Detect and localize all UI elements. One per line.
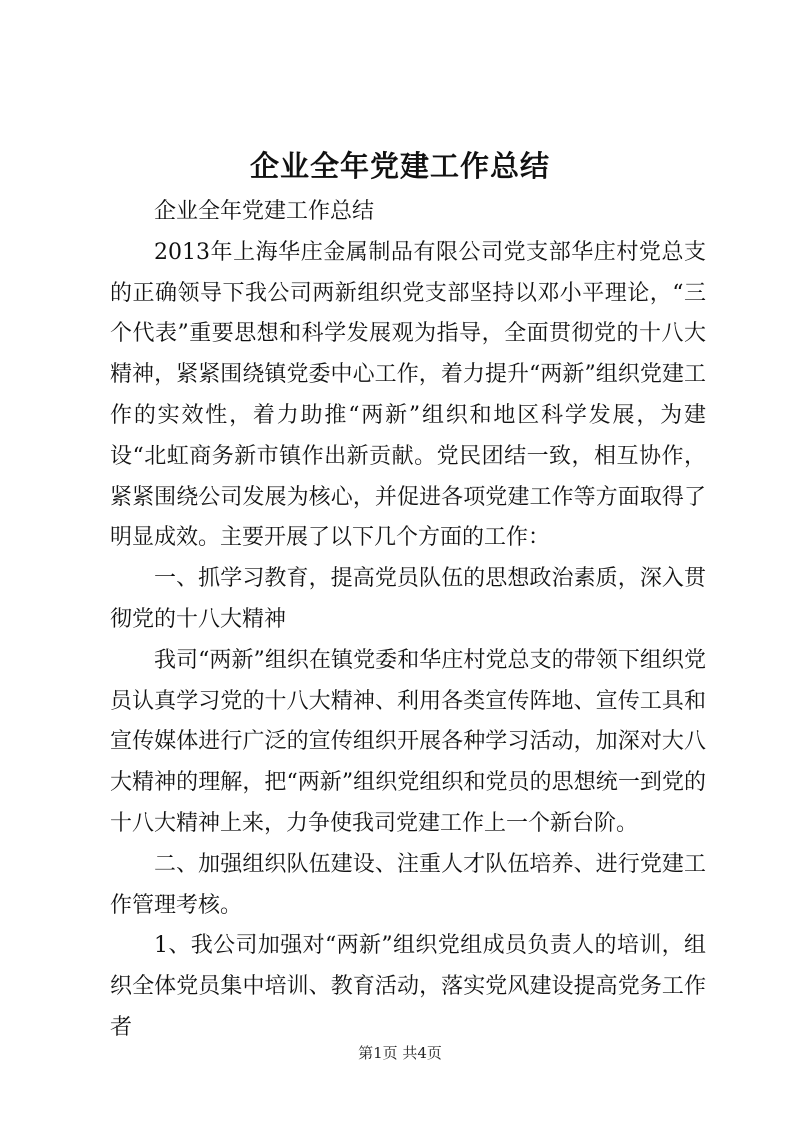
document-body <box>110 192 706 1049</box>
page-number-footer: 第1页 共4页 <box>358 1044 442 1062</box>
paragraph-section-1: 我司“两新”组织在镇党委和华庄村党总支的带领下组织党员认真学习党的十八大精神、利用各类宣传阵地、宣传工具和宣传媒体进行广泛的宣传组织开展各种学习活动，加深对大八大精神的理解，把“两新”组织党组织和党员的思想统一到党的十八大精神上来，力争使我司党建工作上一个新台阶。 <box>110 647 706 836</box>
paragraph-subtitle: 企业全年党建工作总结 <box>154 199 375 224</box>
paragraph-intro: 2013年上海华庄金属制品有限公司党支部华庄村党总支的正确领导下我公司两新组织党支部坚持以邓小平理论，“三个代表”重要思想和科学发展观为指导，全面贯彻党的十八大精神，紧紧围绕镇党委中心工作，着力提升“两新”组织党建工作的实效性，着力助推“两新”组织和地区科学发展，为建设“北虹商务新市镇作出新贡献。党民团结一致，相互协作，紧紧围绕公司发展为核心，并促进各项党建工作等方面取得了明显成效。主要开展了以下几个方面的工作： <box>110 239 706 551</box>
paragraph-item-1: 1、我公司加强对“两新”组织党组成员负责人的培训，组织全体党员集中培训、教育活动，落实党风建设提高党务工作者 <box>110 933 706 1040</box>
document-title: 企业全年党建工作总结 <box>249 149 550 183</box>
section-heading-1: 一、抓学习教育，提高党员队伍的思想政治素质，深入贯彻党的十八大精神 <box>110 566 706 632</box>
section-heading-2: 二、加强组织队伍建设、注重人才队伍培养、进行党建工作管理考核。 <box>110 851 706 918</box>
